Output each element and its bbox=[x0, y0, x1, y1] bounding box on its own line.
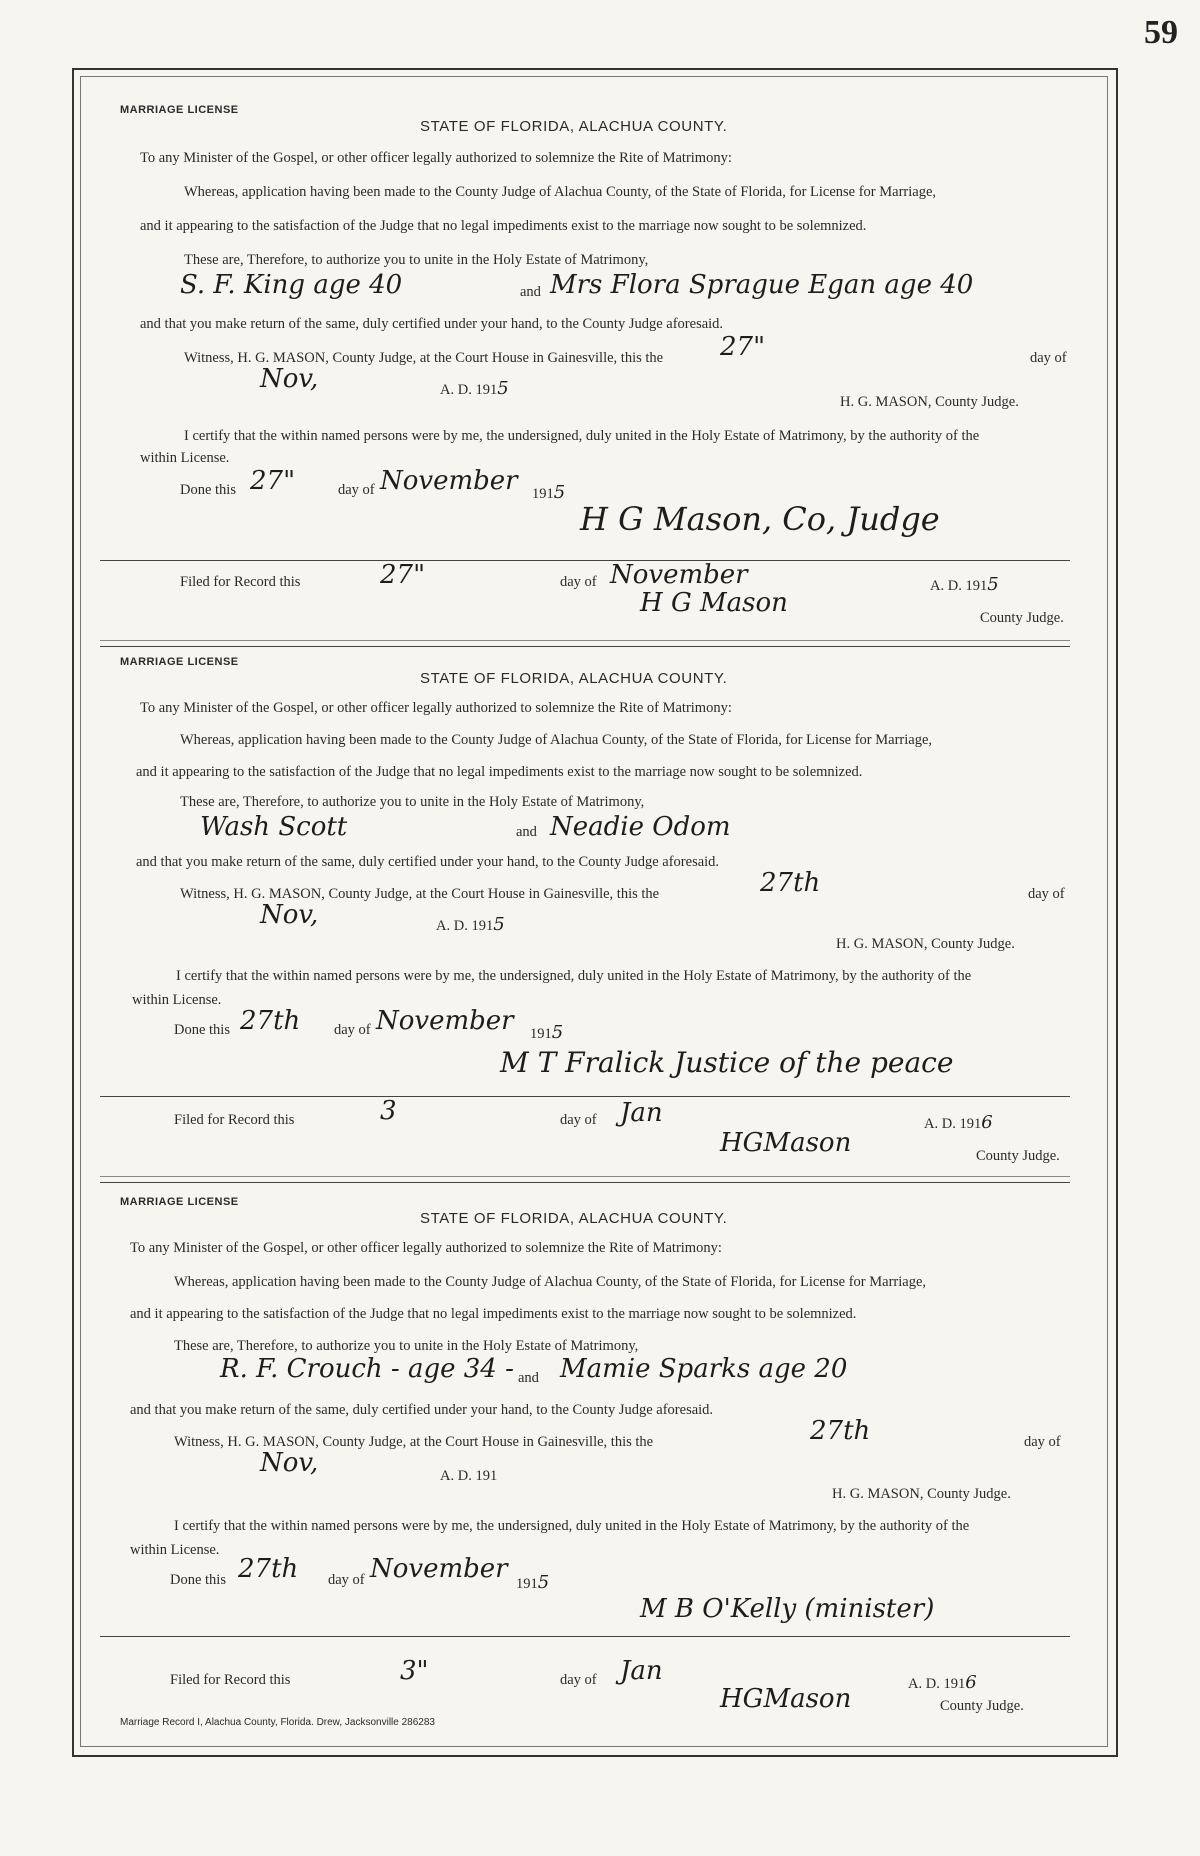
ad-label: A. D. 191 bbox=[440, 1468, 498, 1484]
these-are-text: These are, Therefore, to authorize you to unite in the Holy Estate of Matrimony, bbox=[174, 1338, 639, 1354]
groom-name: Wash Scott bbox=[200, 812, 348, 842]
filing-record-1 bbox=[120, 560, 1080, 630]
filed-judge-signature: H G Mason bbox=[640, 588, 788, 618]
section-divider bbox=[100, 640, 1070, 641]
county-judge-label: County Judge. bbox=[940, 1698, 1024, 1714]
filed-month: Jan bbox=[620, 1656, 663, 1686]
state-title: STATE OF FLORIDA, ALACHUA COUNTY. bbox=[420, 1210, 728, 1227]
officiant-signature: H G Mason, Co, Judge bbox=[580, 500, 940, 538]
filed-label: Filed for Record this bbox=[174, 1112, 295, 1128]
done-day-of-label: day of bbox=[338, 482, 375, 498]
bride-name: Mrs Flora Sprague Egan age 40 bbox=[550, 270, 974, 300]
filed-ad: A. D. 1916 bbox=[908, 1672, 977, 1693]
section-divider bbox=[100, 1182, 1070, 1183]
filed-month: Jan bbox=[620, 1098, 663, 1128]
filed-label: Filed for Record this bbox=[180, 574, 301, 590]
day-of-label: day of bbox=[1030, 350, 1067, 366]
witness-month: Nov, bbox=[260, 900, 319, 930]
to-any-minister: To any Minister of the Gospel, or other officer legally authorized to solemnize the Rite of Matrimony: bbox=[140, 150, 732, 166]
and-label: and bbox=[518, 1370, 539, 1386]
witness-day: 27th bbox=[810, 1416, 871, 1446]
appearing-text: and it appearing to the satisfaction of the Judge that no legal impediments exist to the marriage now sought to be solemnized. bbox=[140, 218, 867, 234]
to-any-minister: To any Minister of the Gospel, or other officer legally authorized to solemnize the Rite of Matrimony: bbox=[130, 1240, 722, 1256]
filed-day: 27" bbox=[380, 560, 426, 590]
done-this-label: Done this bbox=[180, 482, 236, 498]
within-license: within License. bbox=[130, 1542, 220, 1558]
day-of-label: day of bbox=[1024, 1434, 1061, 1450]
appearing-text: and it appearing to the satisfaction of the Judge that no legal impediments exist to the marriage now sought to be solemnized. bbox=[136, 764, 863, 780]
officiant-signature: M T Fralick Justice of the peace bbox=[500, 1046, 954, 1079]
filed-ad: A. D. 1915 bbox=[930, 574, 999, 595]
certify-text: I certify that the within named persons were by me, the undersigned, duly united in the Holy Estate of Matrimony, by the authority of the bbox=[174, 1518, 970, 1534]
certify-text: I certify that the within named persons were by me, the undersigned, duly united in the Holy Estate of Matrimony, by the authority of the bbox=[184, 428, 980, 444]
groom-name: R. F. Crouch - age 34 - bbox=[220, 1354, 514, 1384]
done-month: November bbox=[370, 1554, 508, 1584]
filed-day-of: day of bbox=[560, 1112, 597, 1128]
marriage-license-3 bbox=[120, 1196, 1080, 1676]
county-judge-label: County Judge. bbox=[976, 1148, 1060, 1164]
whereas-text: Whereas, application having been made to the County Judge of Alachua County, of the State of Florida, for License for Marriage, bbox=[184, 184, 937, 200]
marriage-license-2 bbox=[120, 656, 1080, 1116]
done-month: November bbox=[376, 1006, 514, 1036]
judge-signature-label: H. G. MASON, County Judge. bbox=[836, 936, 1015, 952]
section-divider bbox=[100, 646, 1070, 647]
filed-label: Filed for Record this bbox=[170, 1672, 291, 1688]
filed-ad: A. D. 1916 bbox=[924, 1112, 993, 1133]
bride-name: Neadie Odom bbox=[550, 812, 731, 842]
state-title: STATE OF FLORIDA, ALACHUA COUNTY. bbox=[420, 118, 728, 135]
filing-record-3 bbox=[120, 1636, 1080, 1712]
done-day-of-label: day of bbox=[328, 1572, 365, 1588]
these-are-text: These are, Therefore, to authorize you to unite in the Holy Estate of Matrimony, bbox=[184, 252, 649, 268]
done-day: 27th bbox=[240, 1006, 301, 1036]
witness-text: Witness, H. G. MASON, County Judge, at the Court House in Gainesville, this the bbox=[180, 886, 660, 902]
return-text: and that you make return of the same, duly certified under your hand, to the County Judge aforesaid. bbox=[136, 854, 720, 870]
filed-judge-signature: HGMason bbox=[720, 1128, 852, 1158]
to-any-minister: To any Minister of the Gospel, or other officer legally authorized to solemnize the Rite of Matrimony: bbox=[140, 700, 732, 716]
judge-signature-label: H. G. MASON, County Judge. bbox=[840, 394, 1019, 410]
witness-month: Nov, bbox=[260, 364, 319, 394]
return-text: and that you make return of the same, duly certified under your hand, to the County Judge aforesaid. bbox=[140, 316, 724, 332]
county-judge-label: County Judge. bbox=[980, 610, 1064, 626]
done-day: 27" bbox=[250, 466, 296, 496]
filed-day: 3 bbox=[380, 1096, 397, 1126]
marriage-license-1 bbox=[120, 104, 1080, 624]
and-label: and bbox=[520, 284, 541, 300]
license-header: MARRIAGE LICENSE bbox=[120, 1196, 239, 1208]
groom-name: S. F. King age 40 bbox=[180, 270, 403, 300]
day-of-label: day of bbox=[1028, 886, 1065, 902]
witness-text: Witness, H. G. MASON, County Judge, at the Court House in Gainesville, this the bbox=[174, 1434, 654, 1450]
done-this-label: Done this bbox=[170, 1572, 226, 1588]
ad-label: A. D. 1915 bbox=[436, 914, 505, 935]
done-month: November bbox=[380, 466, 518, 496]
witness-day: 27th bbox=[760, 868, 821, 898]
and-label: and bbox=[516, 824, 537, 840]
ad-label: A. D. 1915 bbox=[440, 378, 509, 399]
done-year: 1915 bbox=[530, 1022, 564, 1043]
done-day-of-label: day of bbox=[334, 1022, 371, 1038]
license-header: MARRIAGE LICENSE bbox=[120, 104, 239, 116]
filed-day-of: day of bbox=[560, 574, 597, 590]
judge-signature-label: H. G. MASON, County Judge. bbox=[832, 1486, 1011, 1502]
within-license: within License. bbox=[140, 450, 230, 466]
state-title: STATE OF FLORIDA, ALACHUA COUNTY. bbox=[420, 670, 728, 687]
done-day: 27th bbox=[238, 1554, 299, 1584]
page-number: 59 bbox=[1144, 14, 1178, 51]
filed-day-of: day of bbox=[560, 1672, 597, 1688]
done-this-label: Done this bbox=[174, 1022, 230, 1038]
section-divider bbox=[100, 1176, 1070, 1177]
witness-day: 27" bbox=[720, 332, 766, 362]
appearing-text: and it appearing to the satisfaction of the Judge that no legal impediments exist to the marriage now sought to be solemnized. bbox=[130, 1306, 857, 1322]
license-header: MARRIAGE LICENSE bbox=[120, 656, 239, 668]
witness-month: Nov, bbox=[260, 1448, 319, 1478]
certify-text: I certify that the within named persons were by me, the undersigned, duly united in the Holy Estate of Matrimony, by the authority of the bbox=[176, 968, 972, 984]
done-year: 1915 bbox=[532, 482, 566, 503]
witness-text: Witness, H. G. MASON, County Judge, at the Court House in Gainesville, this the bbox=[184, 350, 664, 366]
done-year: 1915 bbox=[516, 1572, 550, 1593]
within-license: within License. bbox=[132, 992, 222, 1008]
filing-record-2 bbox=[120, 1096, 1080, 1166]
filed-month: November bbox=[610, 560, 748, 590]
these-are-text: These are, Therefore, to authorize you to unite in the Holy Estate of Matrimony, bbox=[180, 794, 645, 810]
whereas-text: Whereas, application having been made to the County Judge of Alachua County, of the State of Florida, for License for Marriage, bbox=[174, 1274, 927, 1290]
return-text: and that you make return of the same, duly certified under your hand, to the County Judge aforesaid. bbox=[130, 1402, 714, 1418]
officiant-signature: M B O'Kelly (minister) bbox=[640, 1594, 935, 1624]
bride-name: Mamie Sparks age 20 bbox=[560, 1354, 848, 1384]
filed-day: 3" bbox=[400, 1656, 429, 1686]
filed-judge-signature: HGMason bbox=[720, 1684, 852, 1714]
whereas-text: Whereas, application having been made to the County Judge of Alachua County, of the State of Florida, for License for Marriage, bbox=[180, 732, 933, 748]
record-footer: Marriage Record I, Alachua County, Florida. Drew, Jacksonville 286283 bbox=[120, 1717, 435, 1728]
